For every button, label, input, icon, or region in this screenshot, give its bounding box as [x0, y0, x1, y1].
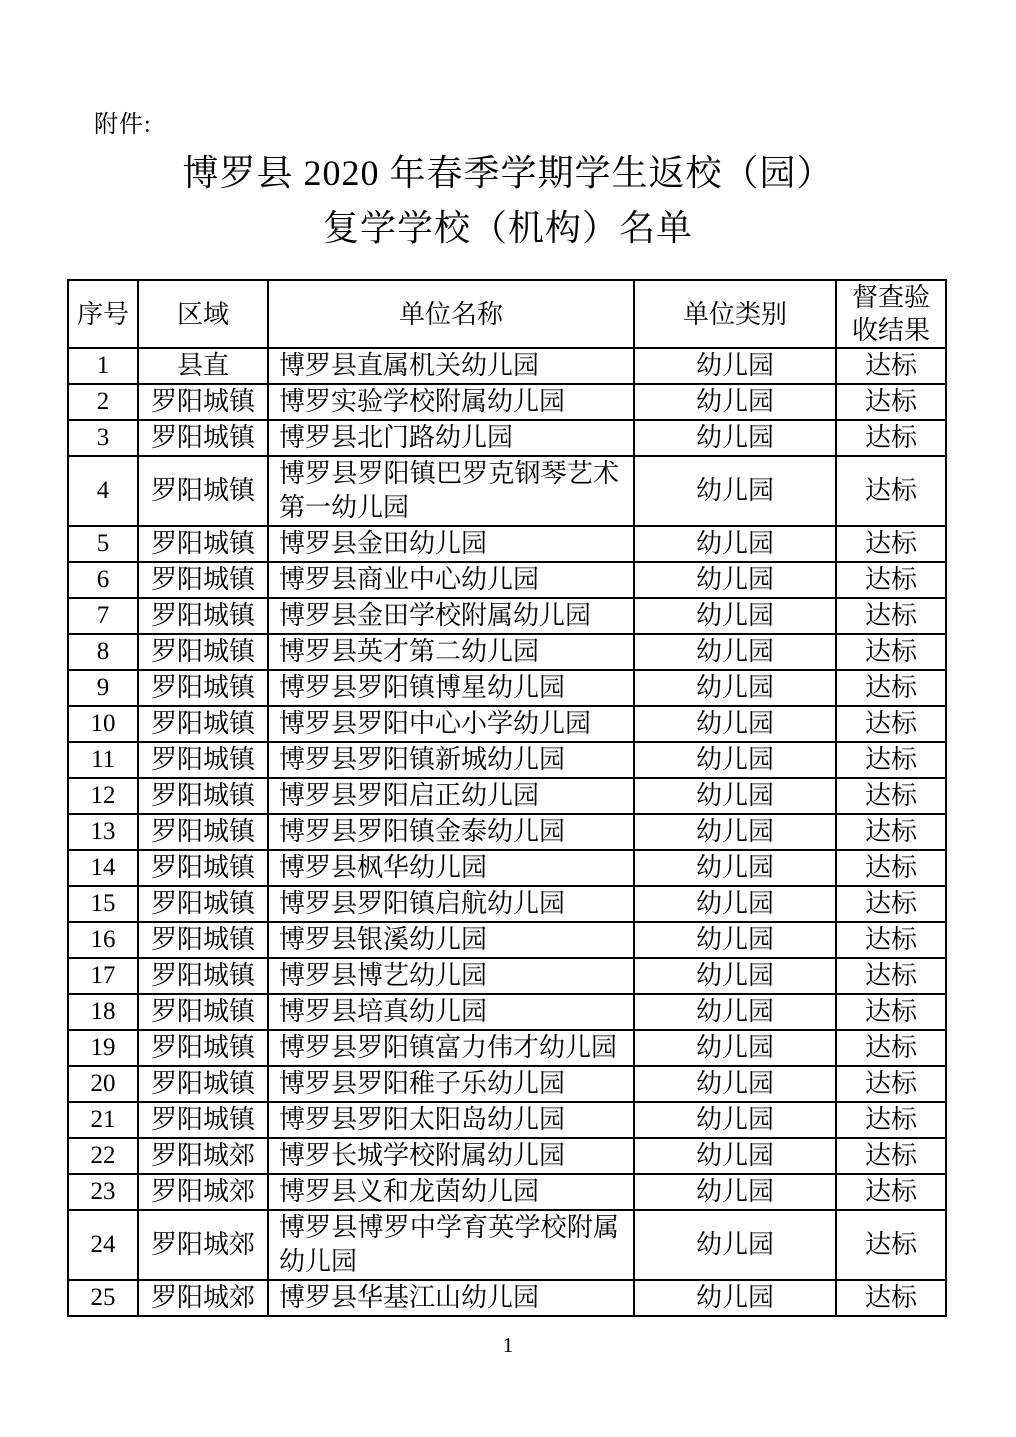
serial-number-cell: 16 — [68, 922, 138, 958]
table-row — [68, 384, 946, 420]
region-cell: 罗阳城镇 — [138, 384, 268, 420]
table-row — [68, 1066, 946, 1102]
unit-category-cell: 幼儿园 — [634, 526, 836, 562]
unit-name-cell: 博罗县培真幼儿园 — [268, 994, 634, 1030]
unit-category-cell: 幼儿园 — [634, 958, 836, 994]
region-cell: 罗阳城郊 — [138, 1138, 268, 1174]
region-cell: 罗阳城镇 — [138, 850, 268, 886]
serial-number-cell: 5 — [68, 526, 138, 562]
header-serial-number: 序号 — [68, 280, 138, 348]
unit-name-cell: 博罗县罗阳镇富力伟才幼儿园 — [268, 1030, 634, 1066]
table-header-row — [68, 280, 946, 348]
unit-name-cell: 博罗县金田幼儿园 — [268, 526, 634, 562]
region-cell: 罗阳城镇 — [138, 634, 268, 670]
unit-category-cell: 幼儿园 — [634, 742, 836, 778]
unit-name-cell: 博罗长城学校附属幼儿园 — [268, 1138, 634, 1174]
inspection-result-cell: 达标 — [836, 814, 946, 850]
inspection-result-cell: 达标 — [836, 526, 946, 562]
table-row — [68, 1210, 946, 1280]
unit-category-cell: 幼儿园 — [634, 850, 836, 886]
unit-category-cell: 幼儿园 — [634, 1174, 836, 1210]
serial-number-cell: 17 — [68, 958, 138, 994]
page-number: 1 — [502, 1333, 514, 1357]
attachment-label: 附件: — [94, 112, 152, 138]
inspection-result-cell: 达标 — [836, 456, 946, 526]
region-cell: 罗阳城镇 — [138, 420, 268, 456]
region-cell: 罗阳城镇 — [138, 1030, 268, 1066]
table-row — [68, 706, 946, 742]
header-unit-name: 单位名称 — [268, 280, 634, 348]
inspection-result-cell: 达标 — [836, 562, 946, 598]
region-cell: 罗阳城镇 — [138, 1102, 268, 1138]
region-cell: 罗阳城镇 — [138, 706, 268, 742]
header-inspection-result: 督查验收结果 — [836, 280, 946, 348]
unit-category-cell: 幼儿园 — [634, 1280, 836, 1316]
serial-number-cell: 13 — [68, 814, 138, 850]
unit-category-cell: 幼儿园 — [634, 778, 836, 814]
unit-category-cell: 幼儿园 — [634, 814, 836, 850]
region-cell: 罗阳城镇 — [138, 742, 268, 778]
serial-number-cell: 23 — [68, 1174, 138, 1210]
region-cell: 罗阳城镇 — [138, 562, 268, 598]
inspection-result-cell: 达标 — [836, 420, 946, 456]
region-cell: 罗阳城镇 — [138, 778, 268, 814]
table-row — [68, 1138, 946, 1174]
unit-name-cell: 博罗县罗阳镇启航幼儿园 — [268, 886, 634, 922]
inspection-result-cell: 达标 — [836, 922, 946, 958]
unit-name-cell: 博罗县罗阳镇巴罗克钢琴艺术第一幼儿园 — [268, 456, 634, 526]
unit-category-cell: 幼儿园 — [634, 598, 836, 634]
table-row — [68, 670, 946, 706]
inspection-result-cell: 达标 — [836, 850, 946, 886]
table-row — [68, 922, 946, 958]
serial-number-cell: 8 — [68, 634, 138, 670]
serial-number-cell: 15 — [68, 886, 138, 922]
table-row — [68, 634, 946, 670]
serial-number-cell: 2 — [68, 384, 138, 420]
serial-number-cell: 14 — [68, 850, 138, 886]
region-cell: 罗阳城郊 — [138, 1210, 268, 1280]
unit-name-cell: 博罗县罗阳稚子乐幼儿园 — [268, 1066, 634, 1102]
unit-name-cell: 博罗县罗阳镇新城幼儿园 — [268, 742, 634, 778]
inspection-result-cell: 达标 — [836, 634, 946, 670]
serial-number-cell: 22 — [68, 1138, 138, 1174]
table-row — [68, 742, 946, 778]
unit-category-cell: 幼儿园 — [634, 348, 836, 384]
region-cell: 罗阳城镇 — [138, 526, 268, 562]
unit-name-cell: 博罗县华基江山幼儿园 — [268, 1280, 634, 1316]
table-row — [68, 886, 946, 922]
title-line-1: 博罗县 2020 年春季学期学生返校（园） — [182, 153, 834, 193]
region-cell: 罗阳城镇 — [138, 922, 268, 958]
serial-number-cell: 1 — [68, 348, 138, 384]
region-cell: 罗阳城镇 — [138, 1066, 268, 1102]
inspection-result-cell: 达标 — [836, 1102, 946, 1138]
serial-number-cell: 4 — [68, 456, 138, 526]
header-unit-category: 单位类别 — [634, 280, 836, 348]
unit-category-cell: 幼儿园 — [634, 634, 836, 670]
inspection-result-cell: 达标 — [836, 1174, 946, 1210]
table-row — [68, 526, 946, 562]
region-cell: 罗阳城郊 — [138, 1280, 268, 1316]
unit-category-cell: 幼儿园 — [634, 670, 836, 706]
table-row — [68, 420, 946, 456]
region-cell: 罗阳城镇 — [138, 670, 268, 706]
unit-category-cell: 幼儿园 — [634, 456, 836, 526]
unit-name-cell: 博罗县罗阳启正幼儿园 — [268, 778, 634, 814]
table-row — [68, 348, 946, 384]
unit-name-cell: 博罗县罗阳镇金泰幼儿园 — [268, 814, 634, 850]
inspection-result-cell: 达标 — [836, 598, 946, 634]
serial-number-cell: 24 — [68, 1210, 138, 1280]
unit-name-cell: 博罗县银溪幼儿园 — [268, 922, 634, 958]
region-cell: 罗阳城镇 — [138, 598, 268, 634]
region-cell: 县直 — [138, 348, 268, 384]
unit-name-cell: 博罗县商业中心幼儿园 — [268, 562, 634, 598]
inspection-result-cell: 达标 — [836, 958, 946, 994]
unit-name-cell: 博罗县义和龙茵幼儿园 — [268, 1174, 634, 1210]
region-cell: 罗阳城镇 — [138, 994, 268, 1030]
school-list-table — [67, 279, 947, 1317]
serial-number-cell: 12 — [68, 778, 138, 814]
inspection-result-cell: 达标 — [836, 1210, 946, 1280]
inspection-result-cell: 达标 — [836, 348, 946, 384]
unit-name-cell: 博罗县金田学校附属幼儿园 — [268, 598, 634, 634]
unit-name-cell: 博罗县枫华幼儿园 — [268, 850, 634, 886]
serial-number-cell: 25 — [68, 1280, 138, 1316]
unit-name-cell: 博罗县博艺幼儿园 — [268, 958, 634, 994]
serial-number-cell: 9 — [68, 670, 138, 706]
inspection-result-cell: 达标 — [836, 886, 946, 922]
serial-number-cell: 6 — [68, 562, 138, 598]
serial-number-cell: 20 — [68, 1066, 138, 1102]
table-row — [68, 958, 946, 994]
title-line-2: 复学学校（机构）名单 — [322, 208, 693, 248]
region-cell: 罗阳城镇 — [138, 456, 268, 526]
unit-category-cell: 幼儿园 — [634, 994, 836, 1030]
inspection-result-cell: 达标 — [836, 1066, 946, 1102]
inspection-result-cell: 达标 — [836, 778, 946, 814]
region-cell: 罗阳城镇 — [138, 958, 268, 994]
unit-category-cell: 幼儿园 — [634, 562, 836, 598]
table-row — [68, 994, 946, 1030]
unit-name-cell: 博罗县博罗中学育英学校附属幼儿园 — [268, 1210, 634, 1280]
unit-category-cell: 幼儿园 — [634, 922, 836, 958]
inspection-result-cell: 达标 — [836, 1138, 946, 1174]
unit-name-cell: 博罗县罗阳中心小学幼儿园 — [268, 706, 634, 742]
serial-number-cell: 19 — [68, 1030, 138, 1066]
table-row — [68, 456, 946, 526]
table-row — [68, 778, 946, 814]
unit-category-cell: 幼儿园 — [634, 1102, 836, 1138]
table-body — [68, 348, 946, 1316]
unit-category-cell: 幼儿园 — [634, 886, 836, 922]
unit-category-cell: 幼儿园 — [634, 706, 836, 742]
serial-number-cell: 10 — [68, 706, 138, 742]
unit-category-cell: 幼儿园 — [634, 1210, 836, 1280]
table-row — [68, 598, 946, 634]
serial-number-cell: 21 — [68, 1102, 138, 1138]
unit-name-cell: 博罗县北门路幼儿园 — [268, 420, 634, 456]
region-cell: 罗阳城镇 — [138, 886, 268, 922]
table-row — [68, 1102, 946, 1138]
inspection-result-cell: 达标 — [836, 706, 946, 742]
unit-name-cell: 博罗县罗阳太阳岛幼儿园 — [268, 1102, 634, 1138]
inspection-result-cell: 达标 — [836, 994, 946, 1030]
table-row — [68, 1280, 946, 1316]
inspection-result-cell: 达标 — [836, 742, 946, 778]
serial-number-cell: 18 — [68, 994, 138, 1030]
unit-category-cell: 幼儿园 — [634, 384, 836, 420]
inspection-result-cell: 达标 — [836, 384, 946, 420]
inspection-result-cell: 达标 — [836, 670, 946, 706]
inspection-result-cell: 达标 — [836, 1280, 946, 1316]
serial-number-cell: 11 — [68, 742, 138, 778]
unit-name-cell: 博罗县直属机关幼儿园 — [268, 348, 634, 384]
header-region: 区域 — [138, 280, 268, 348]
inspection-result-cell: 达标 — [836, 1030, 946, 1066]
unit-name-cell: 博罗县英才第二幼儿园 — [268, 634, 634, 670]
unit-name-cell: 博罗实验学校附属幼儿园 — [268, 384, 634, 420]
table-row — [68, 814, 946, 850]
unit-category-cell: 幼儿园 — [634, 1138, 836, 1174]
document-title — [0, 146, 1016, 256]
region-cell: 罗阳城郊 — [138, 1174, 268, 1210]
unit-category-cell: 幼儿园 — [634, 420, 836, 456]
unit-name-cell: 博罗县罗阳镇博星幼儿园 — [268, 670, 634, 706]
table-row — [68, 562, 946, 598]
unit-category-cell: 幼儿园 — [634, 1030, 836, 1066]
table-row — [68, 1174, 946, 1210]
unit-category-cell: 幼儿园 — [634, 1066, 836, 1102]
table-row — [68, 850, 946, 886]
serial-number-cell: 3 — [68, 420, 138, 456]
table-row — [68, 1030, 946, 1066]
serial-number-cell: 7 — [68, 598, 138, 634]
region-cell: 罗阳城镇 — [138, 814, 268, 850]
